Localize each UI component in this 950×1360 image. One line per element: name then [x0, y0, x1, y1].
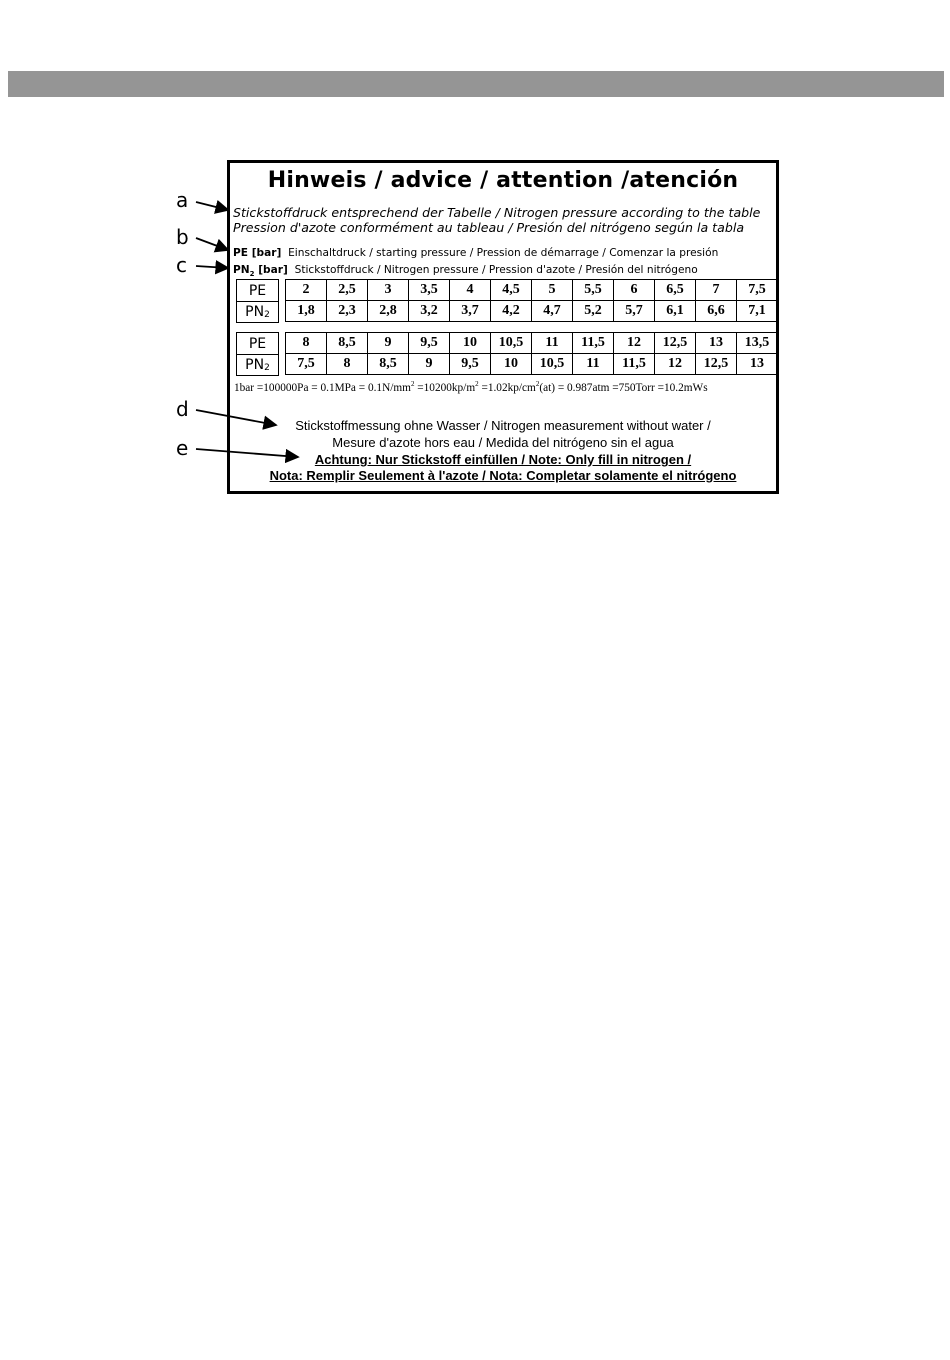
table1-pn-cell: 5,7	[614, 301, 655, 322]
table1-label-column	[236, 279, 279, 323]
table2-pn-cell: 11	[573, 354, 614, 375]
table1-pn-cell: 2,3	[327, 301, 368, 322]
table1-pe-cell: 7	[696, 280, 737, 301]
table2-pn-cell: 12	[655, 354, 696, 375]
table2-pn-row	[286, 354, 778, 375]
table2-pe-cell: 12,5	[655, 333, 696, 354]
table1-pn-cell: 4,2	[491, 301, 532, 322]
table1-pn-row	[286, 301, 778, 322]
arrow-b	[196, 238, 228, 250]
table1-pn-cell: 7,1	[737, 301, 778, 322]
marker-e: e	[176, 436, 189, 460]
table2-pe-cell: 9,5	[409, 333, 450, 354]
table2-pn-cell: 7,5	[286, 354, 327, 375]
line-b-text: Einschaltdruck / starting pressure / Pression de démarrage / Comenzar la presión	[288, 247, 719, 259]
table2-pe-cell: 13	[696, 333, 737, 354]
table1-pn-cell: 6,1	[655, 301, 696, 322]
table2-pe-row	[286, 333, 778, 354]
table2-pe-cell: 8	[286, 333, 327, 354]
marker-b: b	[176, 225, 189, 249]
table2-pe-label: PE	[237, 333, 278, 355]
table1-pe-cell: 6	[614, 280, 655, 301]
marker-a: a	[176, 188, 189, 212]
table1-pn-cell: 3,7	[450, 301, 491, 322]
table1-pn-cell: 6,6	[696, 301, 737, 322]
table1-pe-label: PE	[237, 280, 278, 302]
table2-pn-cell: 8	[327, 354, 368, 375]
table2-pe-cell: 10,5	[491, 333, 532, 354]
table2-pn-cell: 10,5	[532, 354, 573, 375]
line-e2: Nota: Remplir Seulement à l'azote / Nota: Completar solamente el nitrógeno	[269, 468, 737, 483]
table2-pe-cell: 11	[532, 333, 573, 354]
table2-pe-cell: 11,5	[573, 333, 614, 354]
table1-pe-cell: 7,5	[737, 280, 778, 301]
line-e1: Achtung: Nur Stickstoff einfüllen / Note: Only fill in nitrogen /	[314, 452, 692, 467]
table2-pe-cell: 13,5	[737, 333, 778, 354]
table2-pe-cell: 10	[450, 333, 491, 354]
unit-conversion: $1bar =100000Pa = 0.1MPa = 0.1N/mm^2 =10200kp/m^2 =1.02kp/cm^2(at) = 0.987atm$ =750Torr =10.2mWs	[234, 380, 708, 394]
table1-pe-cell: 5,5	[573, 280, 614, 301]
table1-pn-cell: 2,8	[368, 301, 409, 322]
table1-pn-cell: 5,2	[573, 301, 614, 322]
table2	[285, 332, 778, 375]
line-c	[233, 264, 698, 278]
table1-pn-cell: 3,2	[409, 301, 450, 322]
table2-pn-cell: 9	[409, 354, 450, 375]
table2-pn-cell: 11,5	[614, 354, 655, 375]
line-b	[233, 247, 718, 259]
table1-pe-cell: 3	[368, 280, 409, 301]
table1	[285, 279, 778, 322]
table2-pn-cell: 8,5	[368, 354, 409, 375]
marker-d: d	[176, 397, 189, 421]
table2-pn-cell: 10	[491, 354, 532, 375]
table1-pe-cell: 5	[532, 280, 573, 301]
line-c-text: Stickstoffdruck / Nitrogen pressure / Pression d'azote / Presión del nitrógeno	[294, 264, 698, 276]
table1-pe-cell: 6,5	[655, 280, 696, 301]
arrow-a	[196, 202, 228, 210]
table1-pn-label: PN $_2$	[245, 303, 270, 320]
line-b-key: PE [bar]	[233, 247, 282, 259]
table1-pe-cell: 2,5	[327, 280, 368, 301]
table1-pe-cell: 3,5	[409, 280, 450, 301]
label-title: Hinweis / advice / attention /atención	[267, 168, 739, 193]
line-d1: Stickstoffmessung ohne Wasser / Nitrogen measurement without water /	[295, 418, 711, 433]
arrow-c	[196, 266, 228, 268]
table2-pn-cell: 9,5	[450, 354, 491, 375]
table1-pe-cell: 4	[450, 280, 491, 301]
table2-pe-cell: 8,5	[327, 333, 368, 354]
table2-pn-cell: 12,5	[696, 354, 737, 375]
marker-c: c	[176, 253, 187, 277]
table2-pn-label: PN $_2$	[245, 356, 270, 373]
table1-pn-cell: 1,8	[286, 301, 327, 322]
table1-pn-cell: 4,7	[532, 301, 573, 322]
line-a2: Pression d'azote conformément au tableau / Presión del nitrógeno según la tabla	[233, 220, 745, 235]
table2-pn-cell: 13	[737, 354, 778, 375]
table2-pe-cell: 9	[368, 333, 409, 354]
table1-pe-cell: 4,5	[491, 280, 532, 301]
table2-label-column	[236, 332, 279, 376]
table1-pe-row	[286, 280, 778, 301]
line-c-key: $PN_2$ [bar]	[233, 264, 288, 279]
table1-pe-cell: 2	[286, 280, 327, 301]
line-d2: Mesure d'azote hors eau / Medida del nitrógeno sin el agua	[332, 435, 674, 450]
line-a1: Stickstoffdruck entsprechend der Tabelle / Nitrogen pressure according to the table	[233, 205, 761, 220]
table2-pe-cell: 12	[614, 333, 655, 354]
warning-label	[227, 160, 779, 494]
